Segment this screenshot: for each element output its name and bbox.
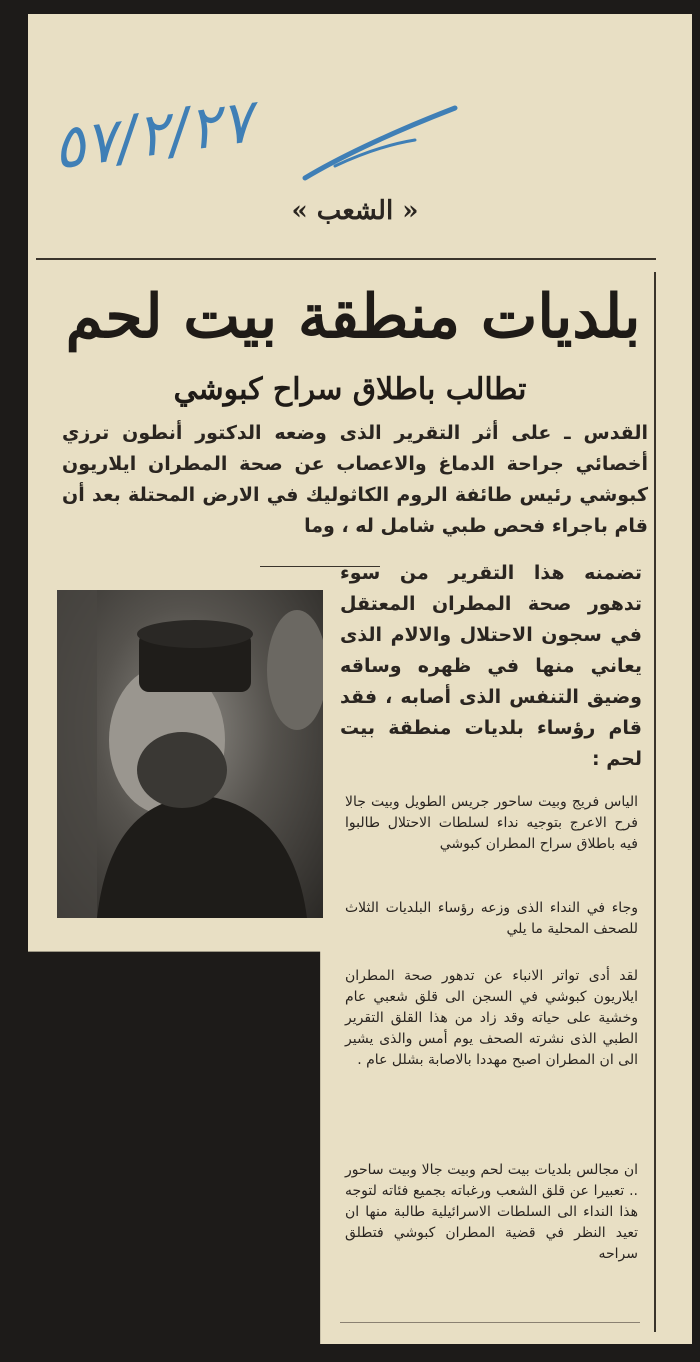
subheadline: تطالب باطلاق سراح كبوشي <box>173 372 527 407</box>
paragraph-mayors-names: الياس فريج وبيت ساحور جريس الطويل وبيت جالا فرح الاعرج بتوجيه نداء لسلطات الاحتلال طالبوا فيه باطلاق سراح المطران كبوشي <box>345 794 638 852</box>
archbishop-photo <box>57 590 323 918</box>
portrait-figure-icon <box>57 590 323 918</box>
article-column-text: تضمنه هذا التقرير من سوء تدهور صحة المطران المعتقل في سجون الاحتلال والالام الذى يعاني منها في ظهره وساقه وضيق التنفس الذى أصابه ، فقد قام رؤساء بلديات منطقة بيت لحم : <box>340 562 642 770</box>
right-column-rule <box>654 272 656 1332</box>
top-divider <box>36 258 656 260</box>
article-lead-paragraph: القدس ـ على أثر التقرير الذى وضعه الدكتور أنطون ترزي أخصائي جراحة الدماغ والاعصاب عن صحة المطران ايلاريون كبوشي رئيس طائفة الروم الكاثوليك في الارض المحتلة بعد أن قام باجراء فحص طبي شامل له ، وما <box>62 422 648 537</box>
paragraph-appeal-quote: لقد أدى تواتر الانباء عن تدهور صحة المطران ايلاريون كبوشي في السجن الى قلق شعبي عام وخشية على حياته وقد زاد من هذا القلق التقرير الطبي الذى نشرته الصحف يوم أمس والذى يشير الى ان المطران اصبح مهددا بالاصابة بشلل عام . <box>345 968 638 1068</box>
paragraph-appeal-intro: وجاء في النداء الذى وزعه رؤساء البلديات الثلاث للصحف المحلية ما يلي <box>345 900 638 937</box>
paragraph-appeal-end: ان مجالس بلديات بيت لحم وبيت جالا وبيت ساحور .. تعبيرا عن قلق الشعب ورغباته بجميع فئاته لتوجه هذا النداء الى السلطات الاسرائيلية طالبة منها ان تعيد النظر في قضية المطران كبوشي فتطلق سراحه <box>345 1162 638 1262</box>
pen-stroke-icon <box>295 100 465 190</box>
handwritten-date: ٥٧/٢/٢٧ <box>48 86 258 184</box>
headline: بلديات منطقة بيت لحم <box>65 282 641 352</box>
bottom-divider <box>340 1322 640 1323</box>
newspaper-name: « الشعب » <box>291 196 419 226</box>
